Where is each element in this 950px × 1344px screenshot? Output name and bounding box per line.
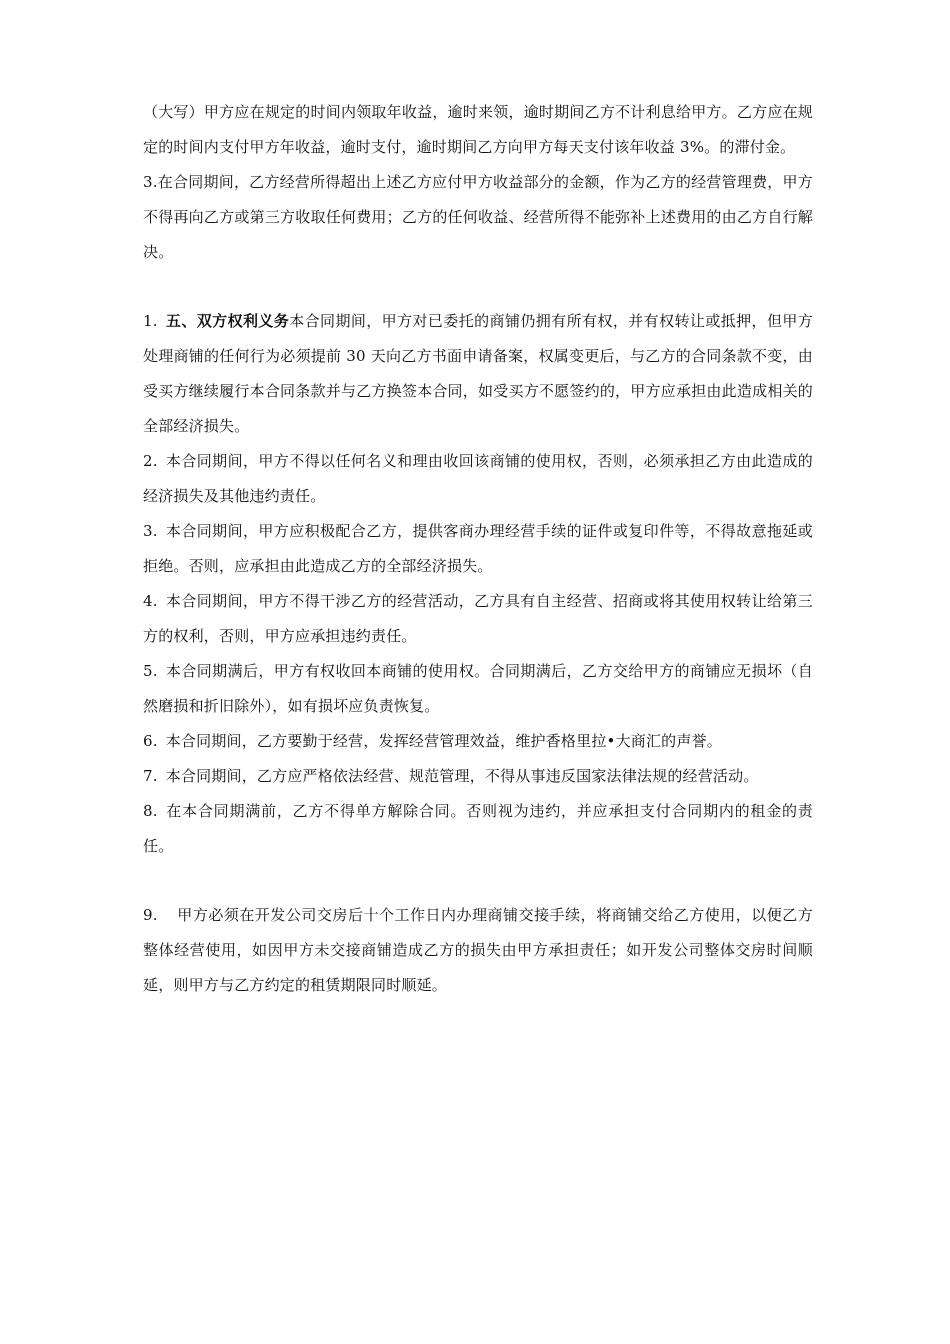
item-text: 本合同期满后，甲方有权收回本商铺的使用权。合同期满后，乙方交给甲方的商铺应无损坏（自然磨损和折旧除外），如有损坏应负责恢复。 [143, 662, 813, 715]
item-text: 本合同期间，甲方对已委托的商铺仍拥有所有权，并有权转让或抵押，但甲方处理商铺的任何行为必须提前 30 天向乙方书面申请备案，权属变更后，与乙方的合同条款不变，由受买方继续履行本合同条款并与乙方换签本合同，如受买方不愿签约的，甲方应承担由此造成相关的全部经济损失。 [143, 312, 813, 435]
item-text: 本合同期间，乙方应严格依法经营、规范管理，不得从事违反国家法律法规的经营活动。 [165, 767, 759, 785]
item-number: 4. [143, 592, 158, 610]
item-text: 本合同期间，乙方要勤于经营，发挥经营管理效益，维护香格里拉•大商汇的声誉。 [165, 732, 722, 750]
section5-item-7 [143, 759, 813, 794]
item-text: 甲方必须在开发公司交房后十个工作日内办理商铺交接手续，将商铺交给乙方使用，以便乙方整体经营使用，如因甲方未交接商铺造成乙方的损失由甲方承担责任；如开发公司整体交房时间顺延，则甲方与乙方约定的租赁期限同时顺延。 [143, 906, 813, 994]
section-heading: 五、双方权利义务 [165, 312, 290, 330]
item-text: 在本合同期满前，乙方不得单方解除合同。否则视为违约，并应承担支付合同期内的租金的责任。 [143, 802, 813, 855]
paragraph-annual-income-terms: （大写）甲方应在规定的时间内领取年收益，逾时来领，逾时期间乙方不计利息给甲方。乙方应在规定的时间内支付甲方年收益，逾时支付，逾时期间乙方向甲方每天支付该年收益 3%。的滞付金。 [143, 103, 813, 156]
item-text: 本合同期间，甲方不得以任何名义和理由收回该商铺的使用权，否则，必须承担乙方由此造成的经济损失及其他违约责任。 [143, 452, 813, 505]
section5-item-3 [143, 514, 813, 584]
item-text: 本合同期间，甲方应积极配合乙方，提供客商办理经营手续的证件或复印件等，不得故意拖延或拒绝。否则，应承担由此造成乙方的全部经济损失。 [143, 522, 813, 575]
item-number: 3. [143, 522, 158, 540]
section5-item-8 [143, 794, 813, 864]
item-number: 9. [143, 906, 158, 924]
spacer [143, 270, 813, 304]
section5-item-5 [143, 654, 813, 724]
section5-item-9 [143, 898, 813, 1003]
item-number: 2. [143, 452, 158, 470]
item-number: 1. [143, 312, 158, 330]
item-number: 5. [143, 662, 158, 680]
item-number: 6. [143, 732, 158, 750]
document-page [143, 95, 813, 1003]
item-text: 本合同期间，甲方不得干涉乙方的经营活动，乙方具有自主经营、招商或将其使用权转让给第三方的权利，否则，甲方应承担违约责任。 [143, 592, 813, 645]
section5-item-1 [143, 304, 813, 444]
item-number: 7. [143, 767, 158, 785]
paragraph-management-fee: 3.在合同期间，乙方经营所得超出上述乙方应付甲方收益部分的金额，作为乙方的经营管理费，甲方不得再向乙方或第三方收取任何费用；乙方的任何收益、经营所得不能弥补上述费用的由乙方自行解决。 [143, 173, 813, 261]
section5-item-6 [143, 724, 813, 759]
item-number: 8. [143, 802, 158, 820]
section5-item-2 [143, 444, 813, 514]
section5-item-4 [143, 584, 813, 654]
spacer [143, 864, 813, 898]
